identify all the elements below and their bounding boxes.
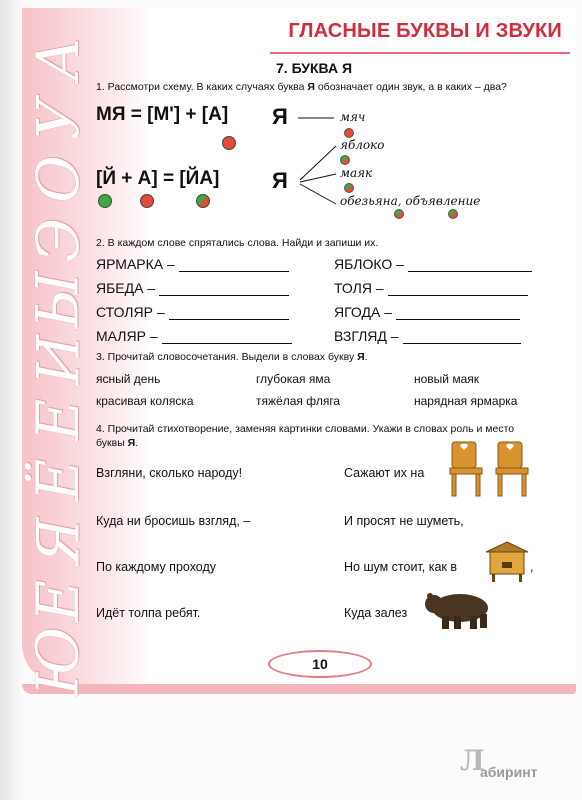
task3-text: 3. Прочитай словосочетания. Выдели в словах букву bbox=[96, 351, 358, 363]
hidden-word: ЯБЛОКО – bbox=[334, 256, 404, 272]
side-letter: Е bbox=[24, 398, 92, 442]
title-underline bbox=[270, 52, 570, 54]
task1-instruction bbox=[96, 80, 566, 94]
phrase: глубокая яма bbox=[256, 372, 331, 386]
task1-text: 1. Рассмотри схему. В каких случаях буква bbox=[96, 81, 308, 93]
sound-dot-split bbox=[344, 183, 354, 193]
bear-icon bbox=[424, 586, 496, 630]
sound-circle-red bbox=[140, 194, 154, 208]
answer-blank[interactable] bbox=[408, 259, 532, 272]
word-row bbox=[334, 280, 528, 296]
beehive-icon bbox=[484, 540, 530, 582]
task4-instruction-line2 bbox=[96, 436, 138, 450]
task3-text-end: . bbox=[364, 351, 368, 363]
poem-line: Взгляни, сколько народу! bbox=[96, 466, 243, 480]
phrase: тяжёлая фляга bbox=[256, 394, 341, 408]
task2-instruction: 2. В каждом слове спрятались слова. Найди и запиши их. bbox=[96, 237, 379, 249]
poem-line: Сажают их на bbox=[344, 466, 425, 480]
side-letter: О bbox=[24, 155, 92, 204]
poem-line: Но шум стоит, как в bbox=[344, 560, 457, 574]
side-letter: Ю bbox=[24, 626, 92, 696]
sound-dot-red bbox=[344, 128, 354, 138]
side-letter: Ё bbox=[24, 459, 92, 502]
example-word: мяч bbox=[340, 110, 366, 124]
answer-blank[interactable] bbox=[396, 307, 520, 320]
letter-ya-one-sound: Я bbox=[272, 104, 288, 129]
word-row bbox=[334, 256, 532, 272]
word-row bbox=[334, 328, 521, 344]
sound-circle-green bbox=[98, 194, 112, 208]
answer-blank[interactable] bbox=[403, 331, 521, 344]
task4-instruction-line1: 4. Прочитай стихотворение, заменяя картинки словами. Укажи в словах роль и место bbox=[96, 423, 515, 435]
answer-blank[interactable] bbox=[159, 283, 289, 296]
answer-blank[interactable] bbox=[162, 331, 292, 344]
phrase: красивая коляска bbox=[96, 394, 194, 408]
poem-line: Идёт толпа ребят. bbox=[96, 606, 201, 620]
book-binding bbox=[0, 0, 22, 800]
sound-dot-split bbox=[340, 155, 350, 165]
hidden-word: СТОЛЯР – bbox=[96, 304, 165, 320]
poem-line: Куда ни бросишь взгляд, – bbox=[96, 514, 251, 528]
word-row bbox=[334, 304, 520, 320]
labirint-logo: Л bbox=[460, 744, 485, 777]
poem-line: И просят не шуметь, bbox=[344, 514, 464, 528]
hidden-word: МАЛЯР – bbox=[96, 328, 158, 344]
page-number: 10 bbox=[312, 656, 328, 672]
side-letter: Я bbox=[24, 517, 92, 564]
hidden-word: ТОЛЯ – bbox=[334, 280, 384, 296]
side-letter: Э bbox=[23, 217, 92, 262]
side-letter: У bbox=[23, 98, 92, 141]
page-title: ГЛАСНЫЕ БУКВЫ И ЗВУКИ bbox=[288, 20, 562, 42]
sound-dot-split bbox=[448, 209, 458, 219]
answer-blank[interactable] bbox=[388, 283, 528, 296]
task1-letter: Я bbox=[307, 81, 315, 93]
side-letter: И bbox=[24, 334, 92, 386]
sound-dot-split bbox=[394, 209, 404, 219]
poem-line: По каждому проходу bbox=[96, 560, 217, 574]
letter-ya-two-sounds: Я bbox=[272, 168, 288, 193]
chairs-icon bbox=[444, 440, 536, 498]
poem-line: Куда залез bbox=[344, 606, 408, 620]
word-row bbox=[96, 304, 289, 320]
side-letter: А bbox=[24, 37, 92, 81]
hidden-word: ЯРМАРКА – bbox=[96, 256, 175, 272]
side-vowel-letters bbox=[23, 30, 93, 696]
word-row bbox=[96, 328, 292, 344]
example-word: обезьяна, объявление bbox=[340, 194, 481, 208]
task4-text-end: . bbox=[135, 437, 139, 449]
task4-text: буквы bbox=[96, 437, 128, 449]
hidden-word: ЯГОДА – bbox=[334, 304, 392, 320]
hidden-word: ВЗГЛЯД – bbox=[334, 328, 399, 344]
hidden-word: ЯБЕДА – bbox=[96, 280, 156, 296]
task3-instruction bbox=[96, 350, 368, 364]
page-header bbox=[270, 14, 570, 54]
page-bottom-band bbox=[22, 684, 576, 694]
task4-letter: Я bbox=[127, 437, 136, 449]
answer-blank[interactable] bbox=[169, 307, 289, 320]
word-row bbox=[96, 256, 289, 272]
section-title: 7. БУКВА Я bbox=[276, 60, 353, 76]
task1-text-end: обозначает один звук, а в каких – два? bbox=[314, 81, 507, 93]
line-obezyana bbox=[300, 184, 336, 204]
phrase: новый маяк bbox=[414, 372, 480, 386]
sound-circle-split bbox=[196, 194, 210, 208]
side-letter: Ы bbox=[24, 271, 93, 329]
formula-mya: МЯ = [М'] + [А] bbox=[96, 104, 229, 125]
answer-blank[interactable] bbox=[179, 259, 289, 272]
phrase: ясный день bbox=[96, 372, 161, 386]
sound-circle-red bbox=[222, 136, 236, 150]
side-letter: Е bbox=[24, 579, 92, 622]
labirint-watermark: абиринт bbox=[480, 764, 538, 780]
word-row bbox=[96, 280, 289, 296]
scheme-lines bbox=[296, 110, 338, 210]
poem-comma: , bbox=[530, 560, 534, 574]
phrase: нарядная ярмарка bbox=[414, 394, 518, 408]
page-number-oval bbox=[268, 650, 372, 678]
example-word: маяк bbox=[340, 166, 373, 180]
task3-letter: Я bbox=[357, 351, 365, 363]
example-word: яблоко bbox=[340, 138, 385, 152]
formula-ya-sounds: [Й + А] = [ЙА] bbox=[96, 168, 220, 189]
